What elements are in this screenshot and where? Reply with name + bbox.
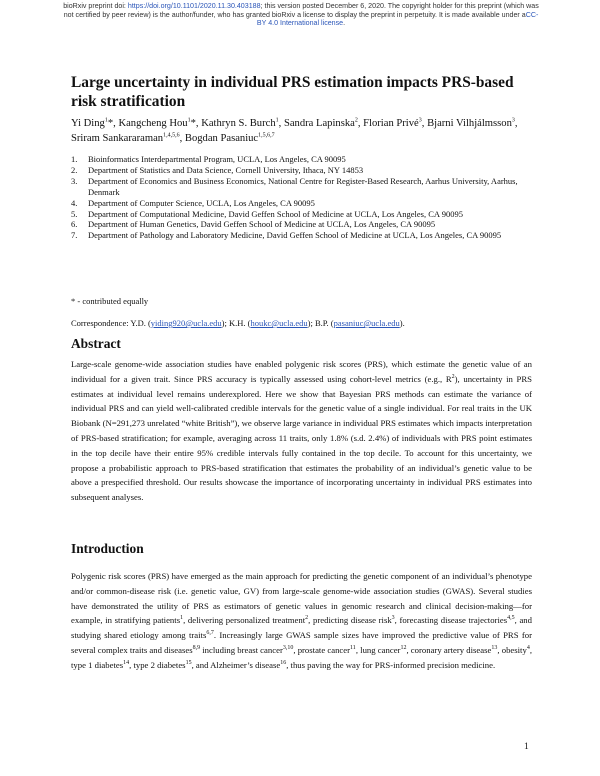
introduction-text: Polygenic risk scores (PRS) have emerged as the main approach for predicting the genetic component of an individual’s phenotype and/or common-disease risk (i.e. genetic value, GV) from large-scale genome-wide association studies (GWAS). Several studies have demonstrated the utility of PRS as estimators of genetic values in genomic research and clinical decision-making—for example, in stratifying patients$^1$, delivering personalized treatment$^2$, predicting disease risk$^3$, forecasting disease trajectories$^{4,5}$, and studying shared etiology among traits$^{6,7}$. Increasingly large GWAS sample sizes have improved the predictive value of PRS for several complex traits and diseases$^{8,9}$ including breast cancer$^{3,10}$, prostate cancer$^{11}$, lung cancer$^{12}$, coronary artery disease$^{13}$, obesity$^4$, type 1 diabetes$^{14}$, type 2 diabetes$^{15}$, and Alzheimer’s disease$^{16}$, thus paving the way for PRS-informed precision medicine. — [71, 571, 532, 670]
author: Sriram Sankararaman$^{1,4,5,6}$ — [71, 131, 180, 144]
author: Kangcheng Hou$^1$* — [118, 117, 196, 129]
preprint-text: bioRxiv preprint doi: — [63, 2, 128, 10]
author: Florian Privé$^3$ — [363, 117, 422, 129]
affiliation-list — [71, 154, 541, 241]
author-list: Yi Ding$^1$*, Kangcheng Hou$^1$*, Kathryn S. Burch$^1$, Sandra Lapinska$^2$, Florian Privé$^3$, Bjarni Vilhjálmsson$^3$, Sriram Sankararaman$^{1,4,5,6}$, Bogdan Pasaniuc$^{1,5,6,7}$ — [71, 117, 518, 144]
email-link[interactable]: houkc@ucla.edu — [250, 318, 308, 328]
affiliation: 3. Department of Economics and Business Economics, National Centre for Register-Based Research, Aarhus University, Aarhus, Denmark — [71, 175, 518, 197]
preprint-text: . — [343, 19, 346, 28]
abstract-heading: Abstract — [71, 336, 121, 351]
affiliation: 5. Department of Computational Medicine, David Geffen School of Medicine at UCLA, Los Angeles, CA 90095 — [71, 208, 463, 219]
affiliation: 6. Department of Human Genetics, David Geffen School of Medicine at UCLA, Los Angeles, CA 90095 — [71, 219, 436, 230]
affiliation: 2. Department of Statistics and Data Science, Cornell University, Ithaca, NY 14853 — [71, 164, 364, 175]
author: Sandra Lapinska$^2$ — [283, 117, 358, 129]
correspondence: Correspondence: Y.D. (yiding920@ucla.edu); K.H. (houkc@ucla.edu); B.P. (pasaniuc@ucla.edu). — [71, 318, 405, 328]
abstract-text: Large-scale genome-wide association studies have enabled polygenic risk scores (PRS), which estimate the genetic value of an individual for a given trait. Since PRS accuracy is typically assessed using cohort-level metrics (e.g., $R^2$), uncertainty in PRS estimates at individual level remains underexplored. Here we show that Bayesian PRS methods can estimate the variance of individual PRS and can yield well-calibrated credible intervals for the genetic value of a single individual. For real traits in the UK Biobank (N=291,273 unrelated “white British”), we observe large variance in individual PRS estimates which impacts interpretation of PRS-based stratification; for example, averaging across 11 traits, only 1.8% (s.d. 2.4%) of individuals with PRS point estimates in the top decile have their entire 95% credible intervals fully contained in the top decile. To account for this uncertainty, we propose a probabilistic approach to PRS-based stratification that estimates the probability of an individual’s genetic value to be above a prespecified threshold. Our results showcase the importance of incorporating uncertainty in individual PRS estimates into subsequent analyses. — [71, 359, 532, 503]
introduction-heading: Introduction — [71, 541, 144, 556]
affiliation: 7. Department of Pathology and Laboratory Medicine, David Geffen School of Medicine at UCLA, Los Angeles, CA 90095 — [71, 230, 502, 241]
license-link[interactable]: CC-BY 4.0 International license — [256, 10, 539, 28]
page-number: 1 — [524, 742, 529, 752]
author: Yi Ding$^1$* — [71, 117, 114, 129]
author: Bjarni Vilhjálmsson$^3$ — [427, 117, 515, 129]
affiliation: 4. Department of Computer Science, UCLA, Los Angeles, CA 90095 — [71, 197, 315, 208]
author: Kathryn S. Burch$^1$ — [201, 117, 279, 129]
affiliation: 1. Bioinformatics Interdepartmental Program, UCLA, Los Angeles, CA 90095 — [71, 154, 346, 164]
doi-link[interactable]: https://doi.org/10.1101/2020.11.30.403188 — [127, 2, 261, 10]
preprint-notice — [60, 2, 542, 28]
email-link[interactable]: yiding920@ucla.edu — [150, 318, 222, 328]
preprint-text: ; this version posted December 6, 2020. The copyright holder for this preprint (which was not certified by peer review) is the author/funder, who has granted bioRxiv a license to display the preprint in perpetuity. It is made available under a — [63, 2, 539, 19]
email-link[interactable]: pasaniuc@ucla.edu — [333, 318, 400, 328]
equal-contribution-note: * - contributed equally — [71, 296, 149, 306]
paper-title: Large uncertainty in individual PRS estimation impacts PRS-based risk stratification — [71, 74, 514, 110]
author: Bogdan Pasaniuc$^{1,5,6,7}$ — [184, 131, 275, 144]
